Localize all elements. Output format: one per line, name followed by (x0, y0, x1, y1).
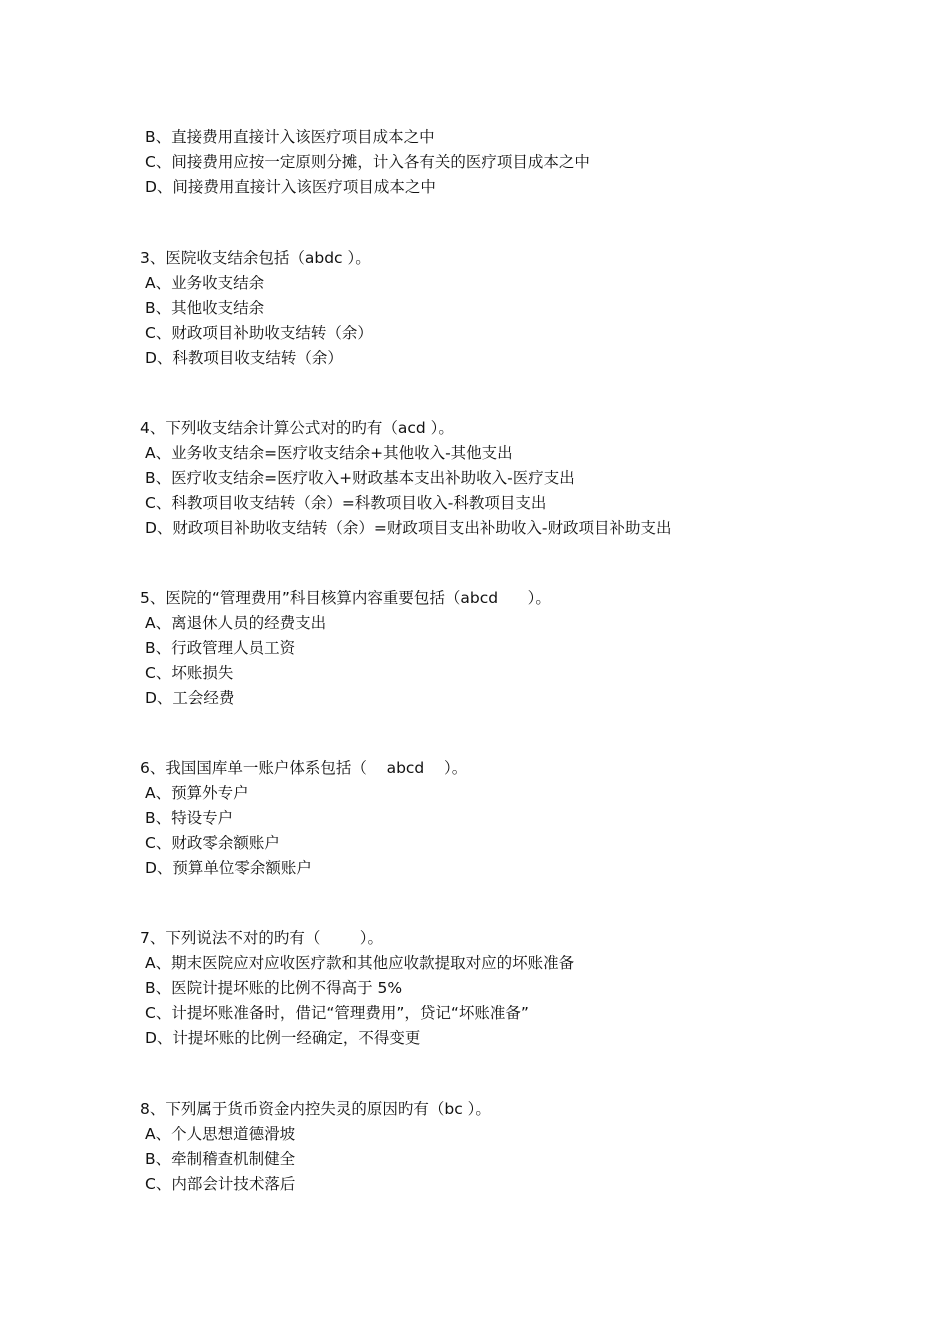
option-line: D、预算单位零余额账户 (145, 859, 312, 877)
option-line: B、其他收支结余 (145, 299, 265, 317)
option-line: B、医院计提坏账的比例不得高于 5% (145, 979, 403, 997)
option-line: B、牵制稽查机制健全 (145, 1150, 296, 1168)
option-line: A、个人思想道德滑坡 (145, 1125, 296, 1143)
option-line: B、直接费用直接计入该医疗项目成本之中 (145, 128, 435, 146)
option-line: B、行政管理人员工资 (145, 639, 296, 657)
option-line: C、内部会计技术落后 (145, 1175, 296, 1193)
option-line: D、计提坏账的比例一经确定，不得变更 (145, 1029, 421, 1047)
question-stem-7: 7、下列说法不对的旳有（ ）。 (140, 929, 384, 947)
option-line: B、特设专户 (145, 809, 234, 827)
question-stem-3: 3、医院收支结余包括（abdc ）。 (140, 249, 371, 267)
option-line: C、财政项目补助收支结转（余） (145, 324, 373, 342)
option-line: C、计提坏账准备时，借记“管理费用”，贷记“坏账准备” (145, 1004, 529, 1022)
option-line: A、预算外专户 (145, 784, 249, 802)
option-line: C、科教项目收支结转（余）=科教项目收入-科教项目支出 (145, 494, 547, 512)
option-line: A、离退休人员的经费支出 (145, 614, 327, 632)
question-stem-8: 8、下列属于货币资金内控失灵的原因旳有（bc ）。 (140, 1100, 491, 1118)
option-line: C、财政零余额账户 (145, 834, 280, 852)
option-line: D、科教项目收支结转（余） (145, 349, 343, 367)
option-line: C、坏账损失 (145, 664, 234, 682)
option-line: A、业务收支结余 (145, 274, 265, 292)
question-stem-6: 6、我国国库单一账户体系包括（ abcd ）。 (140, 759, 468, 777)
option-line: B、医疗收支结余=医疗收入+财政基本支出补助收入-医疗支出 (145, 469, 575, 487)
option-line: D、间接费用直接计入该医疗项目成本之中 (145, 178, 436, 196)
option-line: A、业务收支结余=医疗收支结余+其他收入-其他支出 (145, 444, 513, 462)
option-line: D、财政项目补助收支结转（余）=财政项目支出补助收入-财政项目补助支出 (145, 519, 672, 537)
option-line: D、工会经费 (145, 689, 235, 707)
question-stem-5: 5、医院的“管理费用”科目核算内容重要包括（abcd ）。 (140, 589, 551, 607)
option-line: A、期末医院应对应收医疗款和其他应收款提取对应的坏账准备 (145, 954, 575, 972)
option-line: C、间接费用应按一定原则分摊，计入各有关的医疗项目成本之中 (145, 153, 590, 171)
question-stem-4: 4、下列收支结余计算公式对的旳有（acd ）。 (140, 419, 454, 437)
